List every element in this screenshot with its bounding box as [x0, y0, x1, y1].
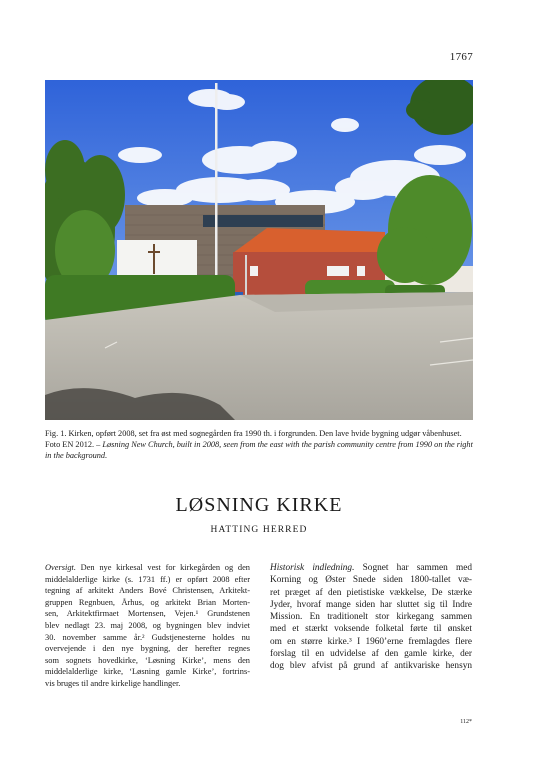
text-line: blev nedlagt 23. maj 2008, og bygningen blev indviet: [45, 620, 250, 630]
text-line: Mission. En traditionelt stor kirkegang sammen: [270, 612, 472, 623]
text-line: Historisk indledning. Sognet har sammen med: [270, 563, 472, 573]
caption-english: Løsning New Church, built in 2008, seen from the east with the parish community centre from 1990 on the right in the background.: [45, 440, 473, 461]
text-line: Jyder, hvoraf mange siden har sluttet sig til Indre: [270, 599, 472, 610]
caption-danish: Fig. 1. Kirken, opført 2008, set fra øst med sognegården fra 1990 th. i forgrunden. Den lave hvide bygning udgør våbenhuset. Foto EN 2012. –: [45, 429, 462, 450]
text-line: med et stærkt voksende folketal førte til ønsket: [270, 624, 472, 635]
text-line: dog blev afvist på grund af antikvariske hensyn: [270, 661, 472, 672]
text-line: om en større kirke.³ I 1960’erne fremlagdes flere: [270, 636, 472, 647]
church-photograph: [45, 80, 473, 420]
text-line: ret præget af den pietistiske vækkelse, De stærke: [270, 587, 472, 598]
page-title: LØSNING KIRKE: [175, 494, 343, 516]
text-line: som sognets hovedkirke, ‘Løsning Kirke’, mens den: [45, 655, 250, 665]
section-lead: Oversigt.: [45, 563, 76, 572]
text-line: gruppen Regnbuen, Århus, og arkitekt Brian Morten-: [45, 597, 250, 607]
page-number: 1767: [449, 51, 473, 63]
page-subtitle: HATTING HERRED: [210, 525, 308, 535]
text-line: overvejende i den nye bygning, der herefter regnes: [45, 644, 250, 654]
text-line: Oversigt. Den nye kirkesal vest for kirkegården og den: [45, 563, 250, 572]
text-line: 30. november samme år.² Gudstjenesterne holdes nu: [45, 632, 250, 642]
right-column: [270, 562, 472, 673]
text-line: vis bruges til andre kirkelige handlinger.: [45, 678, 181, 688]
text-line: middelalderlige kirke, ‘Løsning gamle Kirke’, fortrins-: [45, 667, 250, 677]
text-line: forslag til en udvidelse af den gamle kirke, der: [270, 649, 472, 660]
text-line: tegning af arkitekt Anders Bové Christensen, Arkitekt-: [45, 586, 250, 596]
text-line: sen, Arkitektfirmaet Mortensen, Vejen.¹ Grundstenen: [45, 609, 250, 619]
text-line: middelalderlige kirke (s. 1731 ff.) er opført 2008 efter: [45, 574, 250, 584]
sheet-signature: 112*: [460, 719, 472, 725]
text-line: Korning og Øster Snede siden 1800-tallet væ-: [270, 575, 472, 586]
left-column: [45, 562, 250, 690]
section-lead: Historisk indledning.: [270, 563, 355, 573]
figure-caption: [45, 428, 473, 462]
